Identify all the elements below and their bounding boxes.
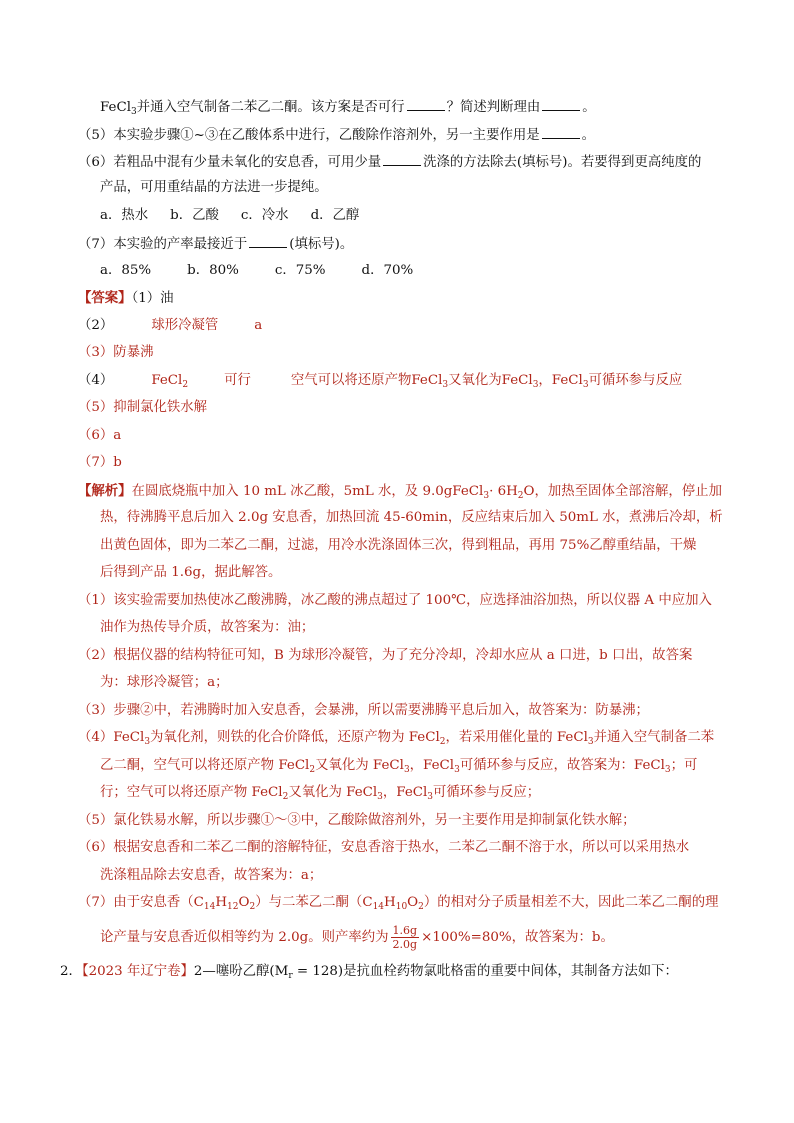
q4-continuation: FeCl$_3$并通入空气制备二苯乙二酮。该方案是否可行 ？简述判断理由 。	[100, 96, 596, 118]
analysis-intro-3: 出黄色固体，即为二苯乙二酮，过滤，用冷水洗涤固体三次，得到粗品，再用 75%乙醇重结晶，干燥	[100, 538, 697, 553]
answer-blank	[407, 96, 445, 111]
q7-line: （7）本实验的产率最接近于 (填标号)。	[78, 233, 353, 255]
analysis-p4-line-2: 乙二酮，空气可以将还原产物 FeCl$_2$又氧化为 FeCl$_3$，FeCl$_3$可循环参与反应，故答案为：FeCl$_3$；可	[100, 758, 698, 775]
answer-line-4: （4） FeCl$_2$ 可行 空气可以将还原产物FeCl$_3$又氧化为FeCl$_3$，FeCl$_3$可循环参与反应	[78, 373, 683, 390]
q6-options: a．热水 b．乙酸 c．冷水 d．乙醇	[100, 208, 360, 223]
answer-blank	[249, 233, 287, 248]
q6-line-1: （6）若粗品中混有少量未氧化的安息香，可用少量 洗涤的方法除去(填标号)。若要得到更高纯度的	[78, 151, 701, 173]
analysis-intro-1: 【解析】在圆底烧瓶中加入 10 mL 冰乙酸，5mL 水，及 9.0gFeCl$_3$· $6H_2O$，加热至固体全部溶解，停止加	[78, 483, 722, 501]
next-question: 2．【2023 年辽宁卷】2—噻吩乙醇$(M_r = 128)$是抗血栓药物氯吡格雷的重要中间体，其制备方法如下：	[60, 964, 678, 981]
analysis-p3: （3）步骤②中，若沸腾时加入安息香，会暴沸，所以需要沸腾平息后加入，故答案为：防暴沸；	[78, 703, 649, 718]
answer-line-1: 【答案】（1）油	[78, 290, 174, 306]
q5-line: （5）本实验步骤①~③在乙酸体系中进行，乙酸除作溶剂外，另一主要作用是 。	[78, 124, 595, 146]
analysis-p6-line-1: （6）根据安息香和二苯乙二酮的溶解特征，安息香溶于热水，二苯乙二酮不溶于水，所以可以采用热水	[78, 840, 690, 855]
answer-line-6: （6）a	[78, 428, 122, 443]
source-tag: 【2023 年辽宁卷】	[81, 964, 194, 979]
analysis-intro-2: 热，待沸腾平息后加入 2.0g 安息香，加热回流 45-60min，反应结束后加入 50mL 水，煮沸后冷却，析	[100, 510, 723, 525]
q7-options: a．85% b．80% c．75% d．70%	[100, 263, 414, 278]
analysis-p1-line-1: （1）该实验需要加热使冰乙酸沸腾，冰乙酸的沸点超过了 100℃，应选择油浴加热，所以仪器 A 中应加入	[78, 593, 712, 608]
yield-fraction: $\frac{1.6g}{2.0g}$	[392, 924, 418, 951]
analysis-p2-line-1: （2）根据仪器的结构特征可知，B 为球形冷凝管，为了充分冷却，冷却水应从 a 口进，b 口出，故答案	[78, 648, 693, 663]
answer-line-7: （7）b	[78, 455, 122, 470]
analysis-p2-line-2: 为：球形冷凝管；a；	[100, 675, 229, 690]
answer-blank	[542, 124, 580, 139]
analysis-p6-line-2: 洗涤粗品除去安息香，故答案为：a；	[100, 868, 323, 883]
analysis-p4-line-1: （4）FeCl$_3$为氧化剂，则铁的化合价降低，还原产物为 FeCl$_2$，若采用催化量的 FeCl$_3$并通入空气制备二苯	[78, 730, 715, 747]
analysis-p1-line-2: 油作为热传导介质，故答案为：油；	[100, 620, 315, 635]
analysis-p5: （5）氯化铁易水解，所以步骤①～③中，乙酸除做溶剂外，另一主要作用是抑制氯化铁水解；	[78, 813, 636, 828]
answer-line-3: （3）防暴沸	[78, 345, 154, 360]
analysis-tag: 【解析】	[78, 483, 132, 499]
answer-blank	[383, 151, 421, 166]
answer-tag: 【答案】	[78, 290, 132, 306]
analysis-p4-line-3: 行；空气可以将还原产物 FeCl$_2$又氧化为 FeCl$_3$，FeCl$_3$可循环参与反应；	[100, 785, 541, 802]
q6-line-2: 产品，可用重结晶的方法进一步提纯。	[100, 180, 328, 195]
analysis-intro-4: 后得到产品 1.6g，据此解答。	[100, 565, 282, 580]
answer-line-2: （2） 球形冷凝管 a	[78, 318, 263, 333]
answer-line-5: （5）抑制氯化铁水解	[78, 400, 208, 415]
analysis-p7-line-1: （7）由于安息香$(C_{14}H_{12}O_2)$与二苯乙二酮$(C_{14}H_{10}O_2)$的相对分子质量相差不大，因此二苯乙二酮的理	[78, 895, 719, 912]
answer-blank	[542, 96, 580, 111]
analysis-p7-line-2: 论产量与安息香近似相等约为 2.0g。则产率约为 $\frac{1.6g}{2.0g}$ ×100%=80%，故答案为：b。	[100, 924, 614, 951]
